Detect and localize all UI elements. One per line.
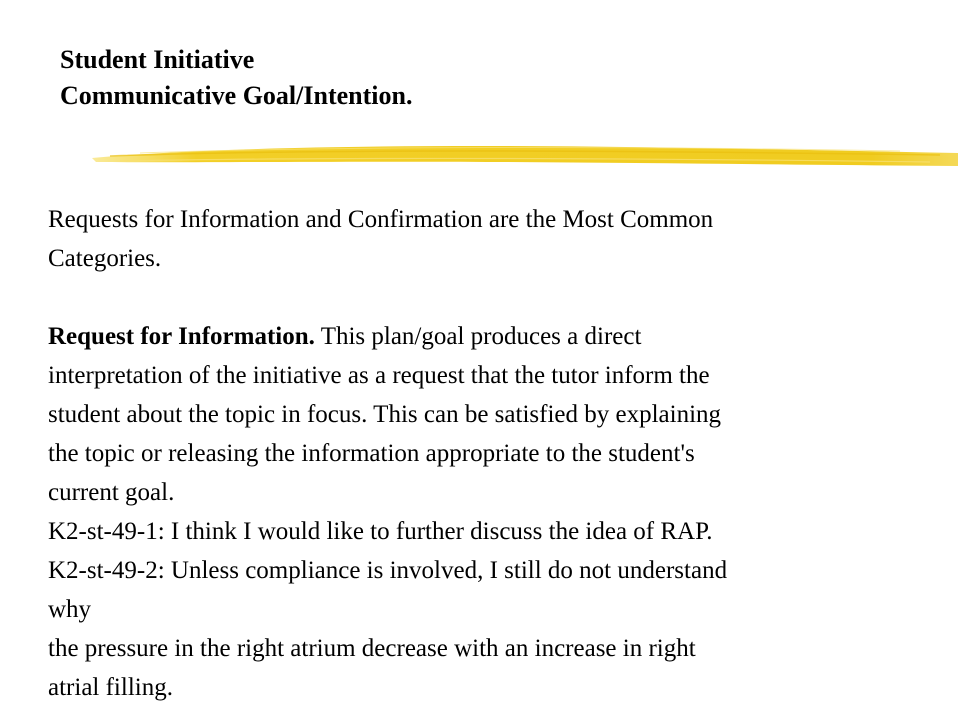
section-line-2: interpretation of the initiative as a request that the tutor inform the [48, 362, 710, 389]
example-2-line-2: why [48, 596, 92, 623]
example-2-line-4: atrial filling. [48, 674, 173, 701]
paragraph-gap [48, 278, 938, 317]
section-line-5: current goal. [48, 479, 175, 506]
slide-body [48, 200, 938, 707]
example-1: K2-st-49-1: I think I would like to further discuss the idea of RAP. [48, 518, 713, 545]
section-line-4: the topic or releasing the information appropriate to the student's [48, 440, 695, 467]
intro-line-2: Categories. [48, 245, 162, 272]
section-line-3: student about the topic in focus. This can be satisfied by explaining [48, 401, 722, 428]
section-line-1 [48, 317, 938, 356]
section-line-1-text: This plan/goal produces a direct [314, 323, 642, 350]
intro-line-1: Requests for Information and Confirmation are the Most Common [48, 206, 714, 233]
title-line-1: Student Initiative [60, 45, 255, 74]
slide-title [60, 42, 412, 114]
example-2-line-1: K2-st-49-2: Unless compliance is involved, I still do not understand [48, 557, 728, 584]
section-heading: Request for Information. [48, 323, 315, 350]
title-line-2: Communicative Goal/Intention. [60, 81, 413, 110]
example-2-line-3: the pressure in the right atrium decrease with an increase in right [48, 635, 696, 662]
